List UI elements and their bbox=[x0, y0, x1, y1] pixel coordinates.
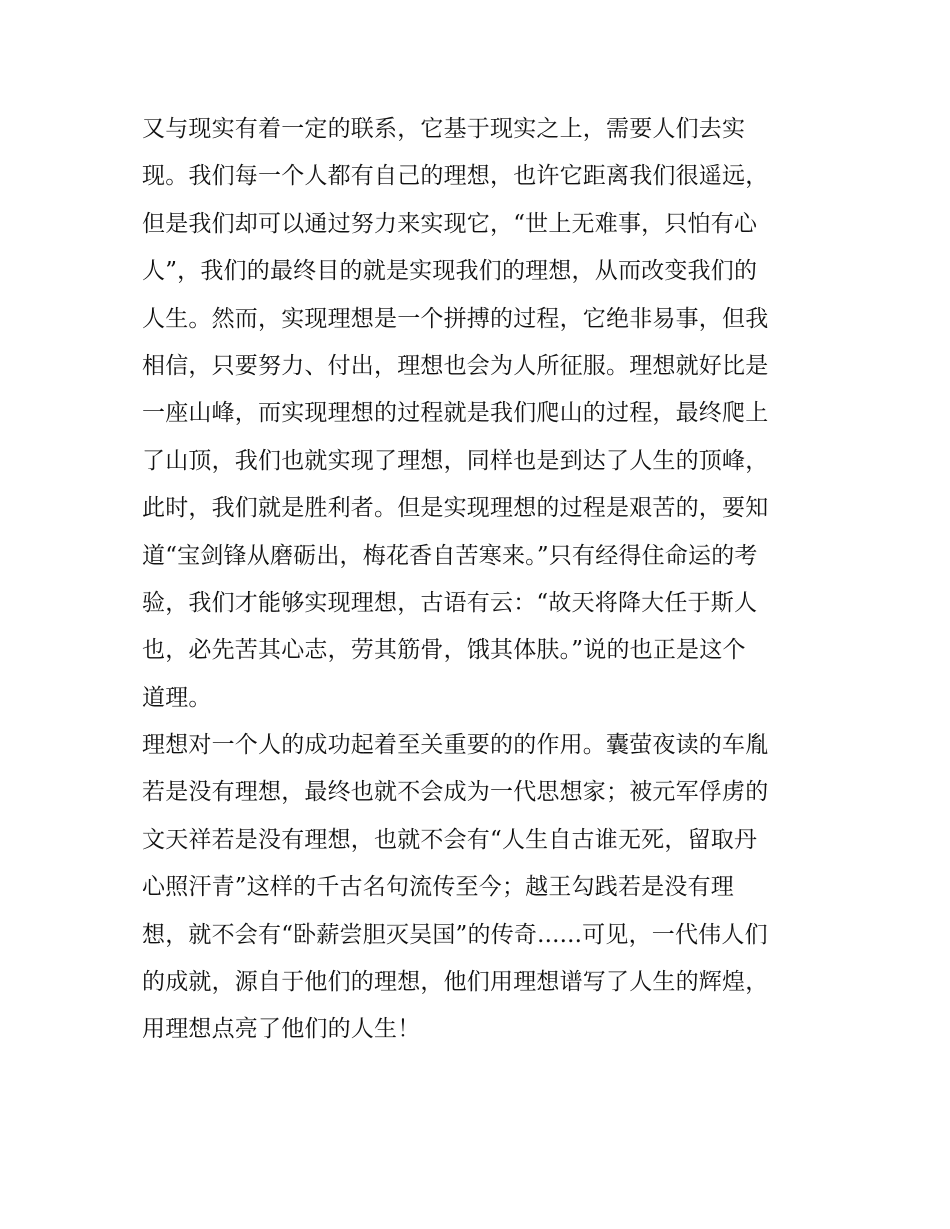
paragraph-2 bbox=[142, 722, 822, 1054]
text-line: 想，就不会有“卧薪尝胆灭吴国”的传奇......可见，一代伟人们 bbox=[142, 921, 768, 948]
text-line: 人”，我们的最终目的就是实现我们的理想，从而改变我们的 bbox=[142, 258, 758, 285]
text-line: 心照汗青”这样的千古名句流传至今；越王勾践若是没有理 bbox=[142, 874, 734, 901]
text-line: 理想对一个人的成功起着至关重要的的作用。囊萤夜读的车胤 bbox=[142, 732, 769, 759]
text-line: 相信，只要努力、付出，理想也会为人所征服。理想就好比是 bbox=[142, 352, 769, 379]
text-line: 道“宝剑锋从磨砺出，梅花香自苦寒来。”只有经得住命运的考 bbox=[142, 542, 758, 569]
text-line: 一座山峰，而实现理想的过程就是我们爬山的过程，最终爬上 bbox=[142, 400, 769, 427]
text-line: 文天祥若是没有理想，也就不会有“人生自古谁无死，留取丹 bbox=[142, 826, 758, 853]
document-body bbox=[142, 106, 822, 1054]
text-line: 了山顶，我们也就实现了理想，同样也是到达了人生的顶峰， bbox=[142, 447, 769, 474]
text-line: 也，必先苦其心志，劳其筋骨，饿其体肤。”说的也正是这个 bbox=[142, 637, 746, 664]
text-line: 此时，我们就是胜利者。但是实现理想的过程是艰苦的，要知 bbox=[142, 495, 769, 522]
text-line: 验，我们才能够实现理想，古语有云：“故天将降大任于斯人 bbox=[142, 589, 758, 616]
text-line: 但是我们却可以通过努力来实现它，“世上无难事，只怕有心 bbox=[142, 210, 758, 237]
text-line: 用理想点亮了他们的人生！ bbox=[142, 1016, 421, 1043]
text-line: 又与现实有着一定的联系，它基于现实之上，需要人们去实 bbox=[142, 116, 746, 142]
text-line: 的成就，源自于他们的理想，他们用理想谱写了人生的辉煌， bbox=[142, 969, 769, 996]
text-line: 道理。 bbox=[142, 684, 212, 711]
text-line: 若是没有理想，最终也就不会成为一代思想家；被元军俘虏的 bbox=[142, 779, 769, 806]
paragraph-1 bbox=[142, 106, 822, 722]
text-line: 人生。然而，实现理想是一个拼搏的过程，它绝非易事，但我 bbox=[142, 305, 769, 332]
text-line: 现。我们每一个人都有自己的理想，也许它距离我们很遥远， bbox=[142, 163, 769, 190]
